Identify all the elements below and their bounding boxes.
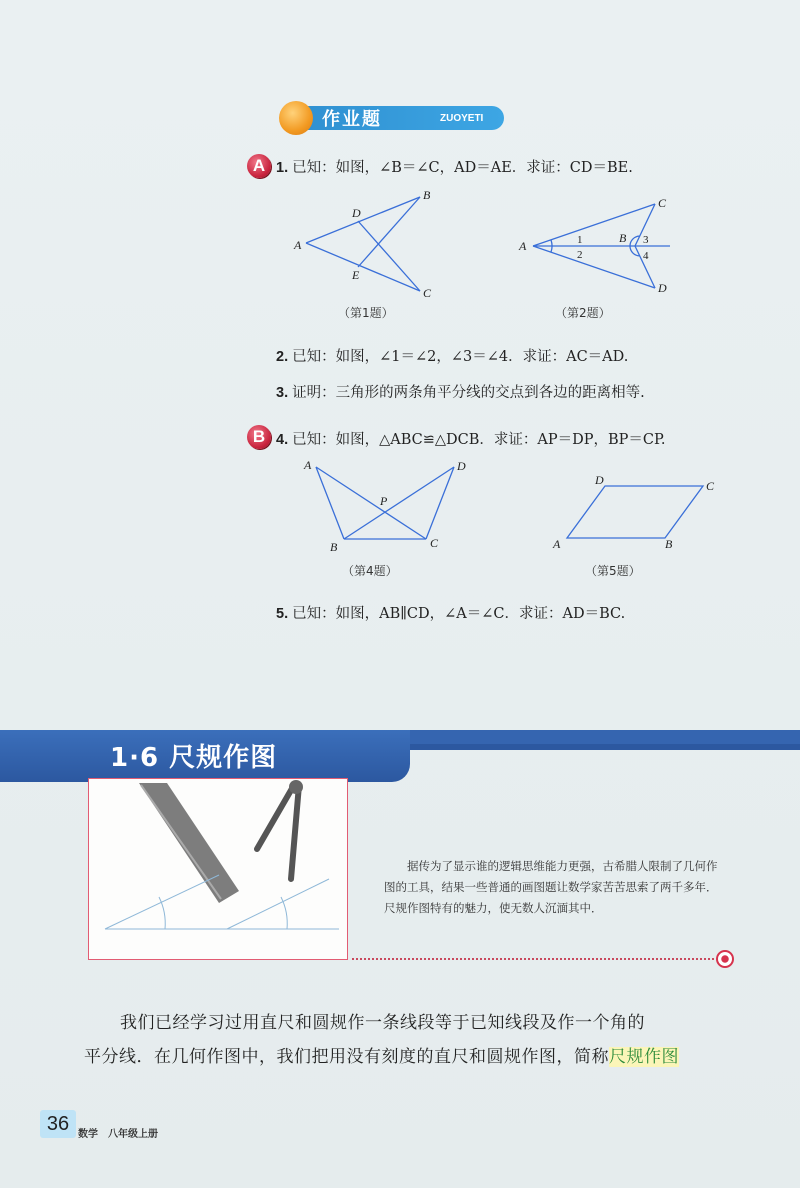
compass-shape: [257, 785, 299, 879]
label-c: C: [423, 286, 432, 300]
term-highlight: 尺规作图: [609, 1047, 679, 1067]
problem-text: 已知：如图，∠1＝∠2，∠3＝∠4．求证：AC＝AD.: [292, 349, 629, 365]
figure-1: [280, 185, 450, 305]
label-d: D: [658, 281, 667, 295]
angle-label-4: 4: [643, 250, 649, 262]
label-b: B: [619, 231, 627, 245]
problem-text: 已知：如图，△ABC≌△DCB．求证：AP＝DP，BP＝CP.: [292, 432, 666, 448]
compass-ruler-illustration: [88, 778, 348, 960]
parallelogram-abcd: [567, 486, 703, 538]
segment-ad: [533, 246, 655, 288]
level-b-badge: B: [247, 425, 271, 449]
problem-1: [276, 156, 633, 177]
section-title: 1·6 尺规作图: [110, 743, 278, 773]
segment-ac: [306, 243, 420, 291]
label-c: C: [706, 479, 715, 493]
segment-ac: [316, 467, 426, 539]
label-d: D: [595, 473, 604, 487]
problem-number: 3.: [276, 385, 289, 401]
label-b: B: [665, 537, 673, 551]
problem-3: [276, 381, 645, 402]
history-note: 据传为了显示谁的逻辑思维能力更强，古希腊人限制了几何作图的工具，结果一些普通的画图题让数学家苦苦思索了两千多年．尺规作图特有的魅力，使无数人沉湎其中．: [384, 859, 718, 915]
caption-fig1: （第1题）: [338, 306, 394, 320]
problem-number: 2.: [276, 349, 289, 365]
label-e: E: [352, 268, 360, 282]
label-d: D: [352, 206, 361, 220]
segment-db: [344, 467, 454, 539]
problem-text: 已知：如图，AB∥CD，∠A＝∠C．求证：AD＝BC.: [292, 606, 626, 622]
homework-title: 作业题: [322, 109, 382, 130]
label-d: D: [457, 459, 466, 473]
angle-label-3: 3: [643, 234, 649, 246]
problem-4: [276, 428, 665, 449]
compass-ruler-icon: [89, 779, 347, 959]
ruler-shape: [139, 783, 239, 903]
homework-subtitle: ZUOYETI: [440, 113, 484, 124]
problem-text: 证明：三角形的两条角平分线的交点到各边的距离相等.: [292, 385, 645, 401]
figure-2: [515, 192, 680, 302]
level-a-badge: A: [247, 154, 271, 178]
problem-5: [276, 602, 625, 623]
label-a: A: [553, 537, 561, 551]
body-line-2-text: 平分线．在几何作图中，我们把用没有刻度的直尺和圆规作图，简称: [84, 1047, 609, 1067]
problem-number: 5.: [276, 606, 289, 622]
segment-ab: [306, 197, 420, 243]
page-number: 36: [40, 1110, 76, 1138]
caption-fig4: （第4题）: [342, 564, 398, 578]
label-c: C: [430, 536, 439, 550]
label-a: A: [294, 238, 302, 252]
label-a: A: [519, 239, 527, 253]
label-b: B: [423, 188, 431, 202]
body-line-2: [84, 1042, 764, 1067]
body-line-1: 我们已经学习过用直尺和圆规作一条线段等于已知线段及作一个角的: [120, 1013, 645, 1033]
label-p: P: [380, 494, 388, 508]
angle-label-2: 2: [577, 249, 583, 261]
caption-fig5: （第5题）: [585, 564, 641, 578]
book-title: 数学 八年级上册: [78, 1129, 158, 1140]
segment-ab: [316, 467, 344, 539]
orange-ball-icon: [279, 101, 313, 135]
problem-text: 已知：如图，∠B＝∠C，AD＝AE．求证：CD＝BE.: [292, 160, 633, 176]
figure-5: [545, 470, 725, 552]
problem-number: 1.: [276, 160, 289, 176]
dotted-divider: [352, 958, 714, 960]
segment-cd: [426, 467, 454, 539]
caption-fig2: （第2题）: [555, 306, 611, 320]
problem-number: 4.: [276, 432, 289, 448]
label-c: C: [658, 196, 667, 210]
figure-4: [298, 455, 478, 555]
angle-label-1: 1: [577, 234, 583, 246]
segment-ac: [533, 204, 655, 246]
section-banner-rule: [410, 744, 800, 750]
problem-2: [276, 345, 628, 366]
label-a: A: [304, 458, 312, 472]
target-icon: [716, 950, 734, 968]
label-b: B: [330, 540, 338, 554]
